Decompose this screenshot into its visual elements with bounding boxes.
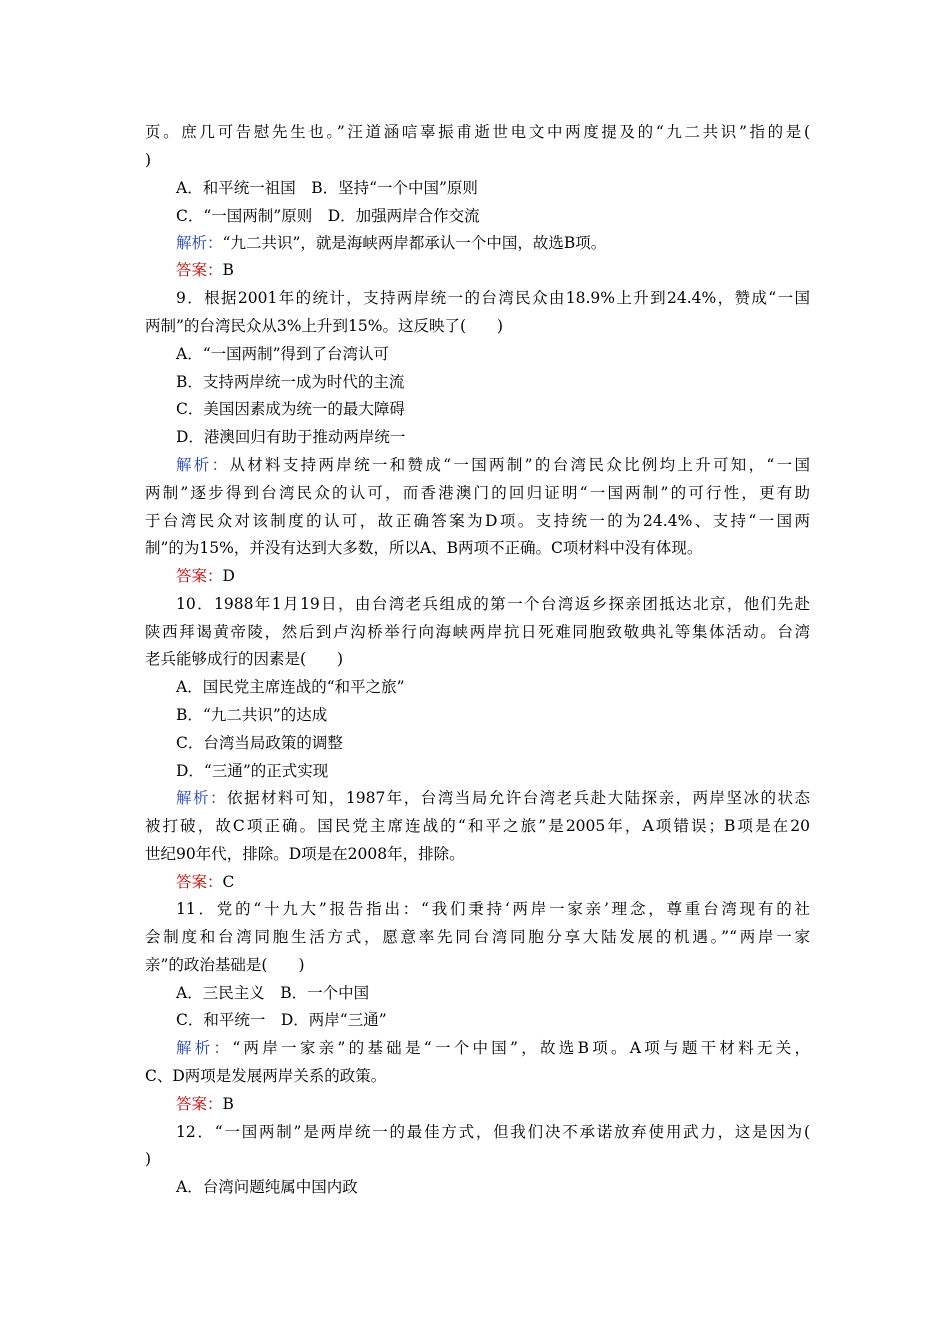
analysis-line: 制”的为15%，并没有达到大多数，所以A、B两项不正确。C项材料中没有体现。 — [145, 539, 703, 557]
question-line: 老兵能够成行的因素是( ) — [145, 650, 344, 668]
option-line: A．“一国两制”得到了台湾认可 — [176, 345, 390, 363]
answer-label: 答案： — [176, 261, 223, 279]
option-line: A．三民主义 B．一个中国 — [176, 984, 370, 1002]
analysis-label: 解析： — [176, 234, 223, 252]
analysis-line: 两制”逐步得到台湾民众的认可，而香港澳门的回归证明“一国两制”的可行性，更有助 — [145, 484, 810, 502]
text-line: 页。庶几可告慰先生也。”汪道涵唁辜振甫逝世电文中两度提及的“九二共识”指的是( — [145, 123, 810, 141]
answer-line: 答案：B — [176, 261, 234, 279]
analysis-line: C、D两项是发展两岸关系的政策。 — [145, 1067, 387, 1085]
answer-line: 答案：C — [176, 873, 235, 891]
analysis-line: 解析：从材料支持两岸统一和赞成“一国两制”的台湾民众比例均上升可知，“一国 — [176, 456, 810, 474]
analysis-line: 世纪90年代，排除。D项是在2008年，排除。 — [145, 845, 465, 863]
question-line: 12．“一国两制”是两岸统一的最佳方式，但我们决不承诺放弃使用武力，这是因为( — [176, 1123, 810, 1141]
option-line: D．“三通”的正式实现 — [176, 762, 329, 780]
option-line: D．港澳回归有助于推动两岸统一 — [176, 428, 406, 446]
text-line: ) — [145, 151, 152, 169]
answer-label: 答案： — [176, 1095, 223, 1113]
option-line: C．美国因素成为统一的最大障碍 — [176, 400, 405, 418]
question-line: 会制度和台湾同胞生活方式，愿意率先同台湾同胞分享大陆发展的机遇。”“两岸一家 — [145, 928, 810, 946]
question-line: 陕西拜谒黄帝陵，然后到卢沟桥举行向海峡两岸抗日死难同胞致敬典礼等集体活动。台湾 — [145, 623, 810, 641]
option-line: C．和平统一 D．两岸“三通” — [176, 1011, 387, 1029]
analysis-line: 被打破，故C项正确。国民党主席连战的“和平之旅”是2005年，A项错误；B项是在20 — [145, 817, 810, 835]
option-line: B．支持两岸统一成为时代的主流 — [176, 373, 405, 391]
option-line: B．“九二共识”的达成 — [176, 706, 328, 724]
analysis-line: 解析：依据材料可知，1987年，台湾当局允许台湾老兵赴大陆探亲，两岸坚冰的状态 — [176, 789, 810, 807]
analysis-label: 解析： — [176, 456, 230, 474]
option-line: A．台湾问题纯属中国内政 — [176, 1178, 358, 1196]
option-line: A．和平统一祖国 B．坚持“一个中国”原则 — [176, 179, 478, 197]
question-line: 两制”的台湾民众从3%上升到15%。这反映了( ) — [145, 317, 504, 335]
answer-line: 答案：B — [176, 1095, 234, 1113]
analysis-label: 解析： — [176, 1039, 233, 1057]
analysis-line: 于台湾民众对该制度的认可，故正确答案为D项。支持统一的为24.4%、支持“一国两 — [145, 512, 810, 530]
question-line: 9．根据2001年的统计，支持两岸统一的台湾民众由18.9%上升到24.4%，赞成“一国 — [176, 289, 810, 307]
analysis-line: 解析：“九二共识”，就是海峡两岸都承认一个中国，故选B项。 — [176, 234, 607, 252]
option-line: A．国民党主席连战的“和平之旅” — [176, 678, 405, 696]
question-line: ) — [145, 1150, 152, 1168]
question-line: 10．1988年1月19日，由台湾老兵组成的第一个台湾返乡探亲团抵达北京，他们先赴 — [176, 595, 810, 613]
answer-label: 答案： — [176, 873, 223, 891]
option-line: C．台湾当局政策的调整 — [176, 734, 343, 752]
question-line: 11．党的“十九大”报告指出：“我们秉持‘两岸一家亲’理念，尊重台湾现有的社 — [176, 900, 810, 918]
analysis-label: 解析： — [176, 789, 227, 807]
option-line: C．“一国两制”原则 D．加强两岸合作交流 — [176, 207, 480, 225]
question-line: 亲”的政治基础是( ) — [145, 956, 305, 974]
answer-label: 答案： — [176, 567, 223, 585]
answer-line: 答案：D — [176, 567, 235, 585]
analysis-line: 解析：“两岸一家亲”的基础是“一个中国”，故选B项。A项与题干材料无关， — [176, 1039, 810, 1057]
